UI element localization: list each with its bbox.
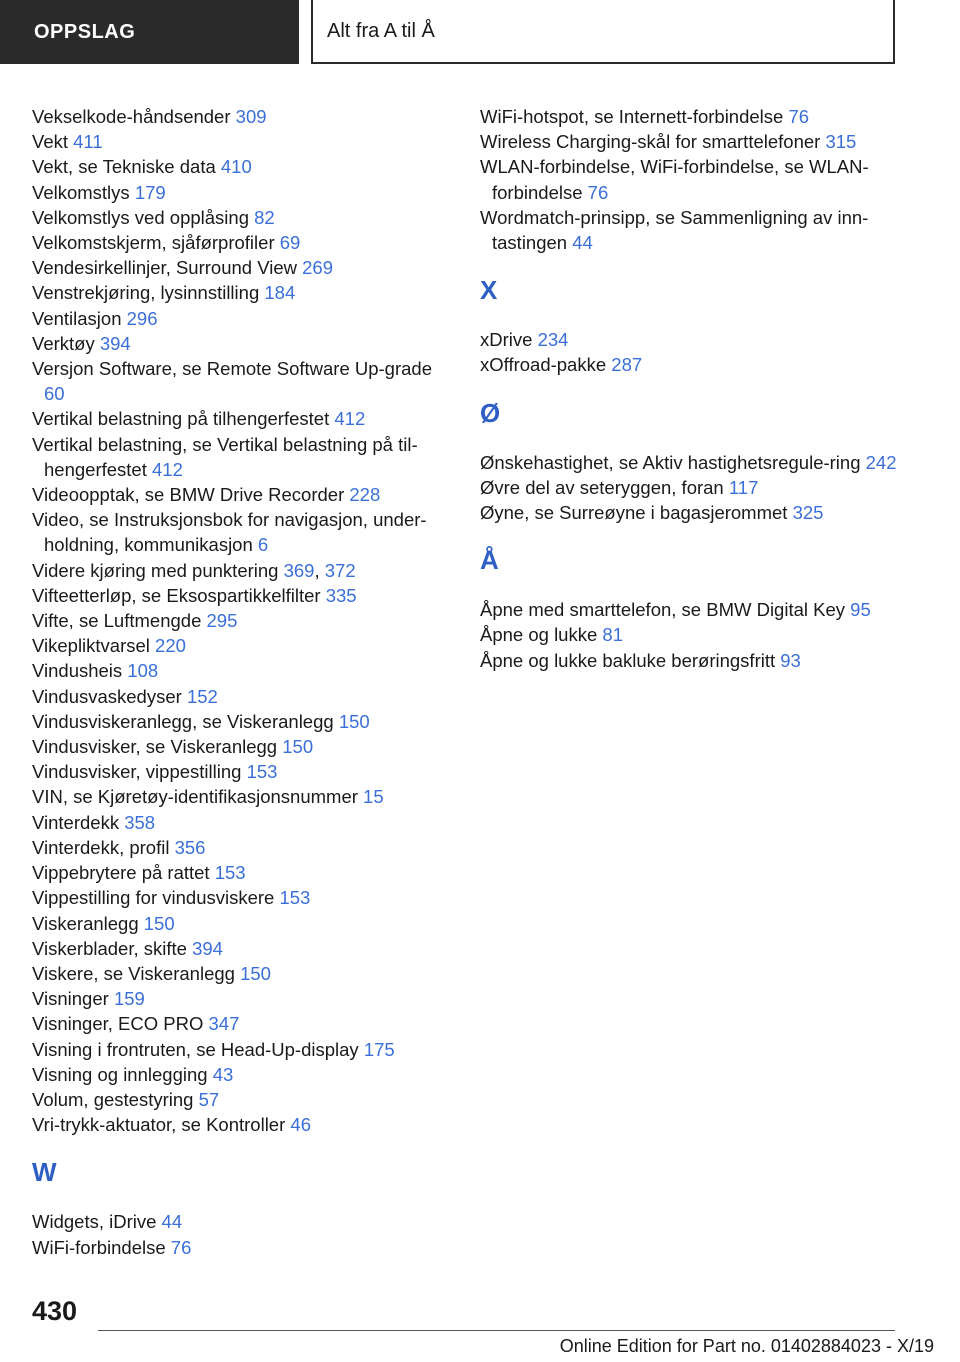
page-reference-link[interactable]: 76: [788, 106, 810, 127]
index-entry-text: Verktøy: [32, 332, 95, 354]
page-reference-link[interactable]: 93: [780, 649, 801, 671]
index-entry-text: Vekselkode-håndsender: [32, 106, 231, 127]
page-reference-link[interactable]: 175: [363, 1038, 395, 1060]
page-reference-link[interactable]: 60: [44, 383, 65, 405]
index-entry: [32, 558, 452, 583]
section-tab: [0, 0, 299, 64]
index-entry: [32, 734, 452, 759]
page-reference-link[interactable]: 372: [324, 559, 356, 581]
section-label: OPPSLAG: [34, 20, 136, 43]
index-entry-text: Ventilasjon: [32, 307, 122, 329]
index-entry-text: Videre kjøring med punktering: [32, 559, 279, 581]
index-entry-text: Venstrekjøring, lysinnstilling: [32, 282, 260, 304]
index-entry: [480, 129, 900, 154]
page-reference-link[interactable]: 15: [363, 786, 384, 808]
page-number: 430: [32, 1296, 78, 1326]
index-entry-text: Wireless Charging-skål for smarttelefoner: [480, 131, 821, 153]
page-reference-link[interactable]: 269: [302, 257, 333, 279]
index-entry-text: Visninger, ECO PRO: [32, 1013, 204, 1035]
index-entry-text: Øyne, se Surreøyne i bagasjerommet: [480, 502, 788, 524]
index-entry-text: Versjon Software, se Remote Software Up‐grade: [32, 358, 432, 380]
index-entry: [480, 327, 900, 352]
page-reference-link[interactable]: 356: [174, 836, 206, 858]
index-entry-text: Vippebrytere på rattet: [32, 862, 210, 884]
index-entry-text: Vifteetterløp, se Eksospartikkelfilter: [32, 584, 321, 606]
page-reference-link[interactable]: 220: [155, 635, 186, 657]
index-entry: [480, 352, 900, 377]
index-entry: [32, 1209, 452, 1234]
page-reference-link[interactable]: 296: [126, 307, 158, 329]
page-reference-link[interactable]: 412: [334, 408, 366, 430]
index-entry: [32, 306, 452, 331]
page-reference-link[interactable]: 394: [192, 937, 223, 959]
index-entry: [32, 961, 452, 986]
index-entry-text: Åpne og lukke: [480, 624, 598, 646]
index-entry-text: Video, se Instruksjonsbok for navigasjon, under‐holdning, kommunikasjon: [32, 509, 427, 556]
page-reference-link[interactable]: 347: [208, 1013, 240, 1035]
index-entry: [32, 280, 452, 305]
page-reference-link[interactable]: 325: [792, 502, 824, 524]
page-reference-link[interactable]: 234: [537, 329, 569, 351]
page-reference-link[interactable]: 46: [290, 1114, 311, 1136]
index-entry: [32, 936, 452, 961]
index-entry-text: Vikepliktvarsel: [32, 635, 150, 657]
index-entry: [32, 986, 452, 1011]
index-entry: [32, 885, 452, 910]
index-entry-text: Vendesirkellinjer, Surround View: [32, 257, 297, 279]
index-entry: [32, 709, 452, 734]
index-entry-text: Vindusheis: [32, 660, 123, 682]
page-reference-link[interactable]: 117: [728, 476, 759, 498]
index-entry-text: Visning og innlegging: [32, 1063, 208, 1085]
index-entry-text: Widgets, iDrive: [32, 1211, 157, 1233]
index-entry: [32, 432, 452, 482]
page-reference-link[interactable]: 228: [349, 484, 381, 506]
page-reference-link[interactable]: 184: [264, 282, 296, 304]
index-entry: [32, 608, 452, 633]
index-entry: [480, 450, 900, 475]
index-entry-text: Åpne med smarttelefon, se BMW Digital Key: [480, 599, 846, 621]
index-entry: [32, 1062, 452, 1087]
index-entry: [480, 104, 900, 129]
index-entry: [480, 500, 900, 525]
page-reference-link[interactable]: 44: [572, 232, 593, 254]
index-entry-text: Vertikal belastning på tilhengerfestet: [32, 408, 330, 430]
index-entry: [480, 648, 900, 673]
page-reference-link[interactable]: 410: [220, 156, 252, 178]
page-reference-link[interactable]: 153: [246, 761, 278, 783]
footer-divider: [98, 1330, 895, 1331]
page-reference-link[interactable]: 315: [825, 131, 857, 153]
index-letter-heading: X: [480, 275, 498, 306]
page-reference-link[interactable]: 411: [73, 131, 103, 153]
index-entry: [32, 583, 452, 608]
index-entry: [32, 1235, 452, 1260]
index-entry: [32, 205, 452, 230]
index-entry-text: Vinterdekk: [32, 811, 120, 833]
page-reference-link[interactable]: 295: [206, 610, 238, 632]
index-entry-text: Visninger: [32, 988, 109, 1010]
index-entry-text: VIN, se Kjøretøy-identifikasjonsnummer: [32, 786, 358, 808]
index-entry: [32, 104, 452, 129]
index-entry: [480, 205, 900, 255]
index-entry-text: WLAN-forbindelse, WiFi-forbindelse, se WLAN-forbindelse: [480, 156, 869, 203]
index-entry: [32, 810, 452, 835]
index-entry-text: Åpne og lukke bakluke berøringsfritt: [480, 649, 776, 671]
index-entry-text: Viskere, se Viskeranlegg: [32, 962, 235, 984]
index-entry-text: Vekt: [32, 131, 68, 153]
page-reference-link[interactable]: 82: [254, 206, 275, 228]
index-entry: [480, 154, 900, 204]
index-entry: [32, 230, 452, 255]
page-reference-link[interactable]: 69: [279, 232, 301, 254]
index-entry-text: Vindusvisker, vippestilling: [32, 761, 242, 783]
index-entry: [480, 597, 900, 622]
page-reference-link[interactable]: 153: [214, 862, 246, 884]
index-letter-heading: Å: [480, 545, 499, 576]
index-entry: [32, 684, 452, 709]
index-entry: [32, 658, 452, 683]
page-reference-link[interactable]: 6: [257, 534, 269, 556]
page-reference-link[interactable]: 179: [134, 181, 166, 203]
index-entry: [480, 475, 900, 500]
index-entry: [32, 180, 452, 205]
index-entry: [32, 406, 452, 431]
index-entry-text: Vippestilling for vindusviskere: [32, 887, 275, 909]
page-reference-link[interactable]: 394: [99, 332, 131, 354]
page-reference-link[interactable]: 412: [152, 458, 183, 480]
index-entry: [480, 622, 900, 647]
index-entry-text: Wordmatch-prinsipp, se Sammenligning av inn‐tastingen: [480, 206, 869, 254]
page-reference-link[interactable]: 76: [587, 181, 609, 203]
index-entry: [32, 356, 452, 406]
index-entry: [32, 784, 452, 809]
index-entry-text: Vindusviskeranlegg, se Viskeranlegg: [32, 710, 334, 732]
index-entry-text: Visning i frontruten, se Head-Up-display: [32, 1038, 359, 1060]
page-reference-link[interactable]: 152: [186, 685, 218, 707]
index-entry: [32, 1112, 452, 1137]
page-reference-link[interactable]: 150: [240, 962, 271, 984]
page-reference-link[interactable]: 43: [212, 1063, 234, 1085]
index-entry-text: Videoopptak, se BMW Drive Recorder: [32, 484, 345, 506]
index-entry-text: WiFi-forbindelse: [32, 1236, 166, 1258]
index-entry-text: Vekt, se Tekniske data: [32, 156, 216, 178]
page-reference-link[interactable]: 153: [279, 887, 311, 909]
page-reference-link[interactable]: 309: [235, 106, 267, 127]
page-reference-link[interactable]: 81: [602, 624, 623, 646]
index-entry-text: xOffroad-pakke: [480, 354, 607, 376]
index-entry-text: Velkomstlys ved opplåsing: [32, 206, 249, 228]
index-entry: [32, 1037, 452, 1062]
page-reference-link[interactable]: 108: [127, 660, 159, 682]
index-entry: [32, 860, 452, 885]
page-reference-link[interactable]: 95: [850, 599, 871, 621]
index-entry: [32, 255, 452, 280]
index-entry: [32, 482, 452, 507]
index-entry: [32, 911, 452, 936]
page-reference-link[interactable]: 242: [865, 451, 897, 473]
index-entry: [32, 633, 452, 658]
page-reference-link[interactable]: 57: [198, 1088, 220, 1110]
index-entry: [32, 835, 452, 860]
page-reference-link[interactable]: 335: [325, 584, 357, 606]
index-entry-text: Ønskehastighet, se Aktiv hastighetsregule‐ring: [480, 451, 861, 473]
page-header: [311, 0, 895, 64]
page-reference-link[interactable]: 358: [124, 811, 156, 833]
index-entry-text: Velkomstskjerm, sjåførprofiler: [32, 232, 275, 254]
index-entry-text: Vindusvisker, se Viskeranlegg: [32, 736, 278, 758]
page-reference-link[interactable]: 150: [282, 736, 314, 758]
page-reference-link[interactable]: 150: [338, 710, 370, 732]
index-entry-text: Volum, gestestyring: [32, 1088, 194, 1110]
page-ref-separator: ,: [314, 559, 320, 581]
page-title: Alt fra A til Å: [327, 19, 435, 42]
index-entry: [32, 759, 452, 784]
page-reference-link[interactable]: 150: [143, 912, 175, 934]
index-entry-text: Vifte, se Luftmengde: [32, 610, 202, 632]
page-reference-link[interactable]: 76: [170, 1236, 192, 1258]
footer-edition: Online Edition for Part no. 01402884023 - X/19: [559, 1336, 934, 1356]
page-reference-link[interactable]: 159: [113, 988, 145, 1010]
page-reference-link[interactable]: 287: [611, 354, 643, 376]
index-entry-text: WiFi-hotspot, se Internett-forbindelse: [480, 106, 784, 127]
index-entry-text: Vertikal belastning, se Vertikal belastning på til‐hengerfestet: [32, 433, 418, 480]
index-column-right: [480, 104, 900, 673]
page-reference-link[interactable]: 44: [161, 1211, 183, 1233]
index-entry-text: Øvre del av seteryggen, foran: [480, 476, 724, 498]
index-entry-text: Velkomstlys: [32, 181, 130, 203]
index-entry: [32, 1087, 452, 1112]
index-entry-text: Viskeranlegg: [32, 912, 139, 934]
index-entry-text: Vri-trykk-aktuator, se Kontroller: [32, 1114, 286, 1136]
index-entry-text: Viskerblader, skifte: [32, 937, 187, 959]
index-entry: [32, 331, 452, 356]
index-letter-heading: W: [32, 1157, 57, 1188]
index-entry: [32, 154, 452, 179]
page-reference-link[interactable]: 369: [283, 559, 315, 581]
index-letter-heading: Ø: [480, 397, 501, 428]
index-entry-text: xDrive: [480, 329, 533, 351]
index-entry: [32, 129, 452, 154]
index-entry: [32, 1011, 452, 1036]
index-column-left: [32, 104, 452, 1260]
index-entry: [32, 507, 452, 557]
index-entry-text: Vinterdekk, profil: [32, 836, 170, 858]
index-entry-text: Vindusvaskedyser: [32, 685, 182, 707]
